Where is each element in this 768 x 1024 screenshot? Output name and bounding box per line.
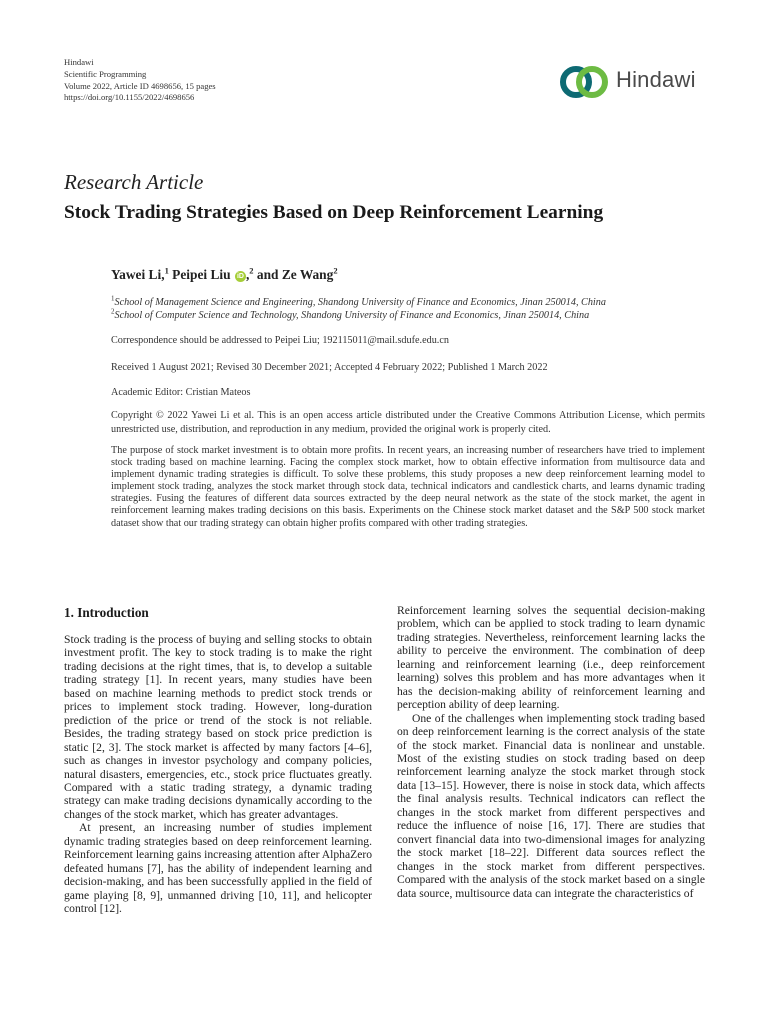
doi-link[interactable]: https://doi.org/10.1155/2022/4698656 — [64, 92, 195, 103]
author-name: Yawei Li, — [111, 267, 165, 282]
hindawi-logo-icon — [557, 62, 613, 102]
affiliation-sup: 1 — [111, 294, 115, 303]
author-list: Yawei Li,$^1$ Peipei Liu iD ,$^2$ and Ze Wang$^2$ — [111, 265, 338, 282]
author-affil-sup: 2 — [333, 265, 338, 276]
abstract: The purpose of stock market investment is to obtain more profits. In recent years, an increasing number of researchers have tried to implement stock trading based on machine learning. Facing the complex stock market, how to obtain effective information from multisource data and implement dynamic trading strategies is difficult. To solve these problems, this study proposes a new deep reinforcement learning model to implement stock trading, analyzes the stock market through stock data, technical indicators and candlestick charts, and learns dynamic trading strategies. Fusing the features of different data sources extracted by the deep neural network as the state of the stock market, the agent in reinforcement learning makes trading decisions on this basis. Experiments on the Chinese stock market dataset and the S&P 500 stock market dataset show that our trading strategy can obtain higher profits compared with other trading strategies. — [111, 445, 705, 529]
author-name: Peipei Liu — [172, 267, 231, 282]
body-column-right — [397, 604, 705, 900]
correspondence: Correspondence should be addressed to Peipei Liu; 192115011@mail.sdufe.edu.cn — [111, 335, 449, 346]
author-name: and Ze Wang — [256, 267, 334, 282]
journal-info — [64, 57, 216, 104]
volume-info: Volume 2022, Article ID 4698656, 15 pages — [64, 80, 216, 91]
orcid-icon[interactable]: iD — [236, 273, 244, 280]
affiliation-line — [111, 294, 711, 310]
section-heading: 1. Introduction — [64, 605, 149, 620]
body-column-left — [64, 604, 372, 916]
paragraph: At present, an increasing number of studies implement dynamic trading strategies based on deep reinforcement learning. Reinforcement learning gains increasing attention after AlphaZero defeated humans [7], has the ability of independent learning and decision-making, and has been successfully applied in the field of game playing [8, 9], unmanned driving [10, 11], and helicopter control [12]. — [64, 821, 372, 916]
academic-editor: Academic Editor: Cristian Mateos — [111, 387, 251, 398]
affiliation-text: School of Computer Science and Technology, Shandong University of Finance and Economics, Jinan 250014, China — [114, 309, 590, 321]
paragraph: One of the challenges when implementing stock trading based on deep reinforcement learning is the correct analysis of the state of the stock market. Financial data is nonlinear and unstable. Most of the existing studies on stock trading based on deep reinforcement learning analyze the stock market through stock data [13–15]. However, there is noise in stock data, which affects the final analysis results. Technical indicators can reflect the changes in the stock market from different perspectives and reduce the influence of noise [16, 17]. There are studies that convert financial data into two-dimensional images for analyzing the stock market [18–22]. Different data sources reflect the changes in the stock market from different perspectives. Compared with the analysis of the stock market based on a single data source, multisource data can integrate the characteristics of — [397, 711, 705, 900]
journal-name: Scientific Programming — [64, 68, 147, 79]
article-type: Research Article — [64, 170, 204, 194]
publication-dates: Received 1 August 2021; Revised 30 December 2021; Accepted 4 February 2022; Published 1 March 2022 — [111, 362, 548, 373]
copyright-notice: Copyright © 2022 Yawei Li et al. This is an open access article distributed under the Creative Commons Attribution License, which permits unrestricted use, distribution, and reproduction in any medium, provided the original work is properly cited. — [111, 410, 705, 435]
hindawi-logo — [557, 62, 707, 102]
affiliations — [111, 294, 711, 322]
affiliation-text: School of Management Science and Engineering, Shandong University of Finance and Economics, Jinan 250014, China — [114, 297, 606, 308]
paragraph: Reinforcement learning solves the sequential decision-making problem, which can be applied to stock trading to learn dynamic trading strategies. Nevertheless, reinforcement learning lacks the ability to perceive the environment. The combination of deep learning and reinforcement learning (i.e., deep reinforcement learning) solves this problem and has more advantages when it has the decision-making ability of reinforcement learning and perception ability of deep learning. — [397, 604, 705, 712]
affiliation-sup: 2 — [111, 307, 115, 316]
publisher-name: Hindawi — [64, 57, 94, 67]
author-affil-sup: 2 — [249, 265, 254, 276]
paper-title: Stock Trading Strategies Based on Deep Reinforcement Learning — [64, 202, 604, 223]
paragraph: Stock trading is the process of buying and selling stocks to obtain investment profit. The key to stock trading is to make the right trading decisions at the right times, that is, to develop a suitable trading strategy [1]. In recent years, many studies have been based on machine learning methods to predict stock trends or prices to implement stock trading. However, long-duration prediction of the price or trend of the stock is not reliable. Besides, the trading strategy based on stock price prediction is static [2, 3]. The stock market is affected by many factors [4–6], such as changes in investor psychology and company policies, natural disasters, emergencies, etc., stock price fluctuates greatly. Compared with a static trading strategy, a dynamic trading strategy can make trading decisions dynamically according to the changes of the stock market, which has greater advantages. — [64, 633, 372, 821]
author-affil-sup: 1 — [164, 265, 169, 276]
affiliation-line — [111, 307, 711, 323]
logo-text: Hindawi — [616, 67, 696, 92]
